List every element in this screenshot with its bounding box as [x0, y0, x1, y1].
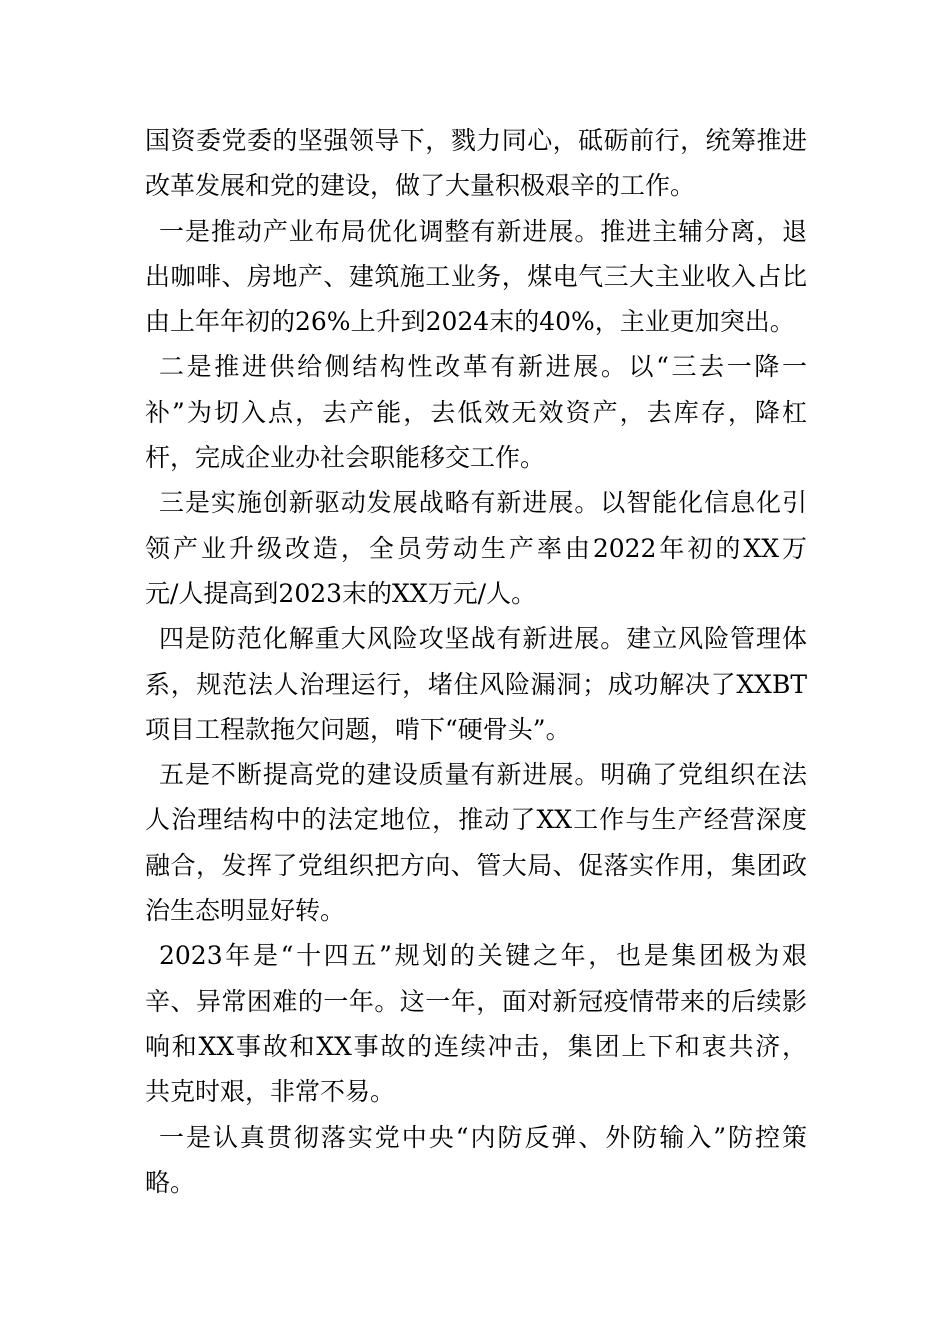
text-line: 人治理结构中的法定地位，推动了XX工作与生产经营深度: [145, 805, 807, 835]
text-line: 国资委党委的坚强领导下，戮力同心，砥砺前行，统筹推进: [145, 126, 807, 155]
text-line: 响和XX事故和XX事故的连续冲击，集团上下和衷共济，: [145, 1031, 807, 1061]
text-line: 三是实施创新驱动发展战略有新进展。以智能化信息化引: [159, 488, 807, 518]
text-line: 改革发展和党的建设，做了大量积极艰辛的工作。: [145, 171, 696, 201]
text-line: 融合，发挥了党组织把方向、管大局、促落实作用，集团政: [145, 850, 807, 880]
text-line: 由上年年初的26%上升到2024末的40%，主业更加突出。: [145, 307, 795, 337]
text-line: 略。: [145, 1167, 196, 1197]
text-line: 治生态明显好转。: [145, 896, 346, 926]
text-line: 出咖啡、房地产、建筑施工业务，煤电气三大主业收入占比: [145, 261, 807, 291]
text-line: 补”为切入点，去产能，去低效无效资产，去库存，降杠: [145, 397, 807, 427]
text-line: 一是认真贯彻落实党中央“内防反弹、外防输入”防控策: [159, 1122, 807, 1152]
text-line: 系，规范法人治理运行，堵住风险漏洞；成功解决了XXBT: [145, 669, 807, 699]
text-line: 共克时艰，非常不易。: [145, 1077, 396, 1107]
text-line: 元/人提高到2023末的XX万元/人。: [145, 578, 537, 608]
text-line: 二是推进供给侧结构性改革有新进展。以“三去一降一: [159, 352, 807, 382]
text-line: 项目工程款拖欠问题，啃下“硬骨头”。: [145, 714, 571, 744]
text-line: 辛、异常困难的一年。这一年，面对新冠疫情带来的后续影: [145, 986, 807, 1016]
text-line: 四是防范化解重大风险攻坚战有新进展。建立风险管理体: [159, 624, 807, 654]
text-line: 2023年是“十四五”规划的关键之年，也是集团极为艰: [159, 941, 807, 971]
text-line: 五是不断提高党的建设质量有新进展。明确了党组织在法: [159, 760, 807, 790]
text-line: 一是推动产业布局优化调整有新进展。推进主辅分离，退: [159, 216, 807, 246]
text-line: 杆，完成企业办社会职能移交工作。: [145, 443, 546, 473]
text-line: 领产业升级改造，全员劳动生产率由2022年初的XX万: [145, 533, 807, 563]
document-body: [145, 118, 807, 1205]
